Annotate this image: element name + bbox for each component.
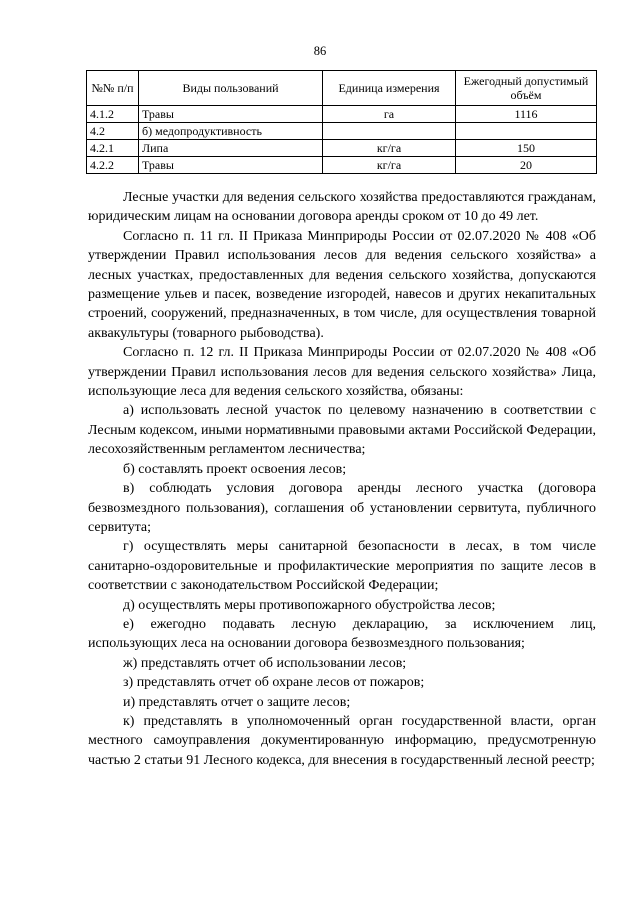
cell-number: 4.2.1: [87, 140, 139, 157]
cell-annual-volume: 150: [456, 140, 597, 157]
paragraph-clause-12: Согласно п. 12 гл. II Приказа Минприроды России от 02.07.2020 № 408 «Об утверждении Правил использования лесов для ведения сельского хозяйства» Лица, использующие леса для ведения сельского хозяйства, обязаны:: [88, 345, 596, 400]
cell-annual-volume: [456, 123, 597, 140]
cell-unit: кг/га: [323, 140, 456, 157]
table-row: [87, 157, 597, 174]
paragraph-clause-11: Согласно п. 11 гл. II Приказа Минприроды России от 02.07.2020 № 408 «Об утверждении Правил использования лесов для ведения сельского хозяйства» а лесных участках, предоставленных для ведения сельского хозяйства, допускаются размещение ульев и пасек, возведение изгородей, навесов и других некапитальных строений, сооружений, предназначенных, в том числе, для осуществления товарной аквакультуры (товарного рыбоводства).: [88, 228, 596, 341]
cell-annual-volume: 1116: [456, 106, 597, 123]
cell-number: 4.2: [87, 123, 139, 140]
cell-usage-type: Травы: [139, 106, 323, 123]
table-row: [87, 106, 597, 123]
list-item-i: и) представлять отчет о защите лесов;: [123, 694, 351, 710]
cell-unit: [323, 123, 456, 140]
cell-number: 4.1.2: [87, 106, 139, 123]
list-item-a: а) использовать лесной участок по целевому назначению в соответствии с Лесным кодексом, иными нормативными правовыми актами Российской Федерации, лесохозяйственным регламентом лесничества;: [88, 403, 596, 458]
list-item-z: з) представлять отчет об охране лесов от пожаров;: [123, 675, 425, 691]
list-item-zh: ж) представлять отчет об использовании лесов;: [123, 655, 407, 671]
table-row: [87, 140, 597, 157]
list-item-v: в) соблюдать условия договора аренды лесного участка (договора безвозмездного пользования), соглашения об установлении сервитута, публичного сервитута;: [88, 481, 596, 535]
cell-usage-type: б) медопродуктивность: [139, 123, 323, 140]
list-item-b: б) составлять проект освоения лесов;: [123, 461, 347, 477]
column-header-unit: Единица измерения: [323, 71, 456, 106]
cell-unit: кг/га: [323, 157, 456, 174]
column-header-number: №№ п/п: [87, 71, 139, 106]
list-item-g: г) осуществлять меры санитарной безопасности в лесах, в том числе санитарно-оздоровительные и профилактические мероприятия по защите лесов в соответствии с законодательством Российской Федерации;: [88, 539, 596, 594]
body-text: [88, 188, 596, 770]
cell-usage-type: Травы: [139, 157, 323, 174]
list-item-d: д) осуществлять меры противопожарного обустройства лесов;: [123, 597, 496, 613]
table-row: [87, 123, 597, 140]
cell-annual-volume: 20: [456, 157, 597, 174]
cell-number: 4.2.2: [87, 157, 139, 174]
column-header-annual-volume: Ежегодный допустимый объём: [456, 71, 597, 106]
page-number: 86: [313, 44, 327, 58]
list-item-e: е) ежегодно подавать лесную декларацию, за исключением лиц, использующих леса на основании договора безвозмездного пользования;: [88, 616, 596, 652]
forest-usage-table: [86, 70, 597, 174]
cell-usage-type: Липа: [139, 140, 323, 157]
list-item-k: к) представлять в уполномоченный орган государственной власти, орган местного самоуправления документированную информацию, предусмотренную частью 2 статьи 91 Лесного кодекса, для внесения в государственный лесной реестр;: [88, 713, 596, 768]
column-header-usage-type: Виды пользований: [139, 71, 323, 106]
paragraph-lease-terms: Лесные участки для ведения сельского хозяйства предоставляются гражданам, юридическим лицам на основании договора аренды сроком от 10 до 49 лет.: [88, 190, 596, 225]
cell-unit: га: [323, 106, 456, 123]
table-header-row: [87, 71, 597, 106]
